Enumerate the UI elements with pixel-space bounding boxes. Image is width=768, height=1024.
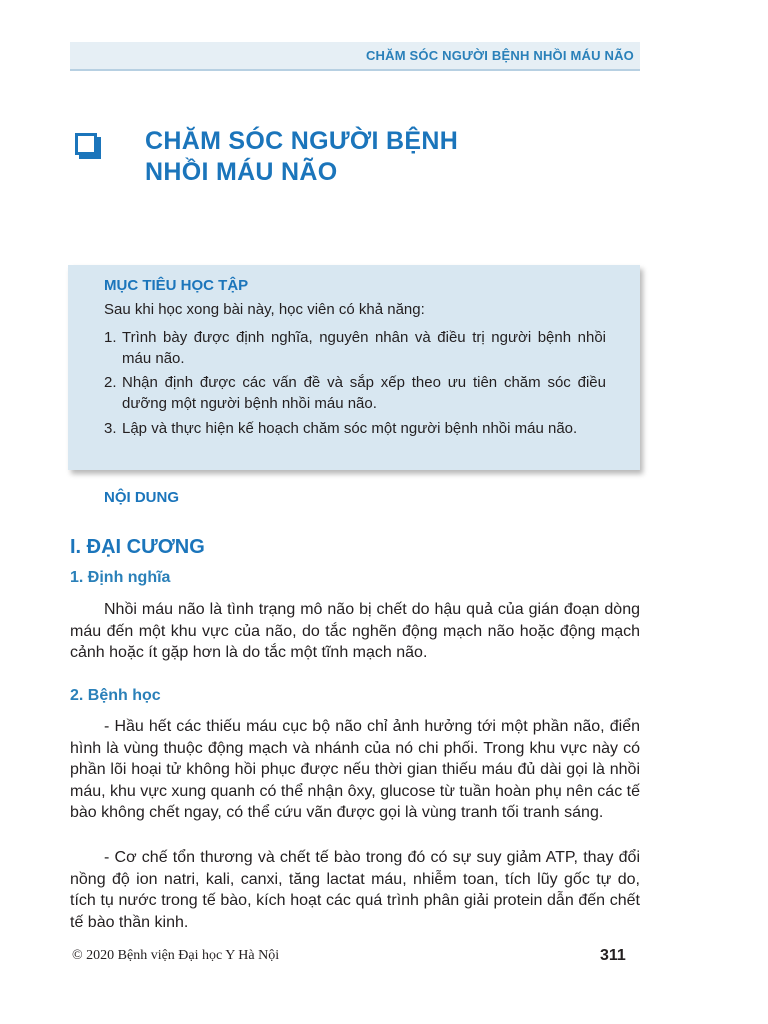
chapter-title-line1: CHĂM SÓC NGƯỜI BỆNH bbox=[145, 127, 459, 155]
subsection-heading-definition: 1. Định nghĩa bbox=[70, 569, 171, 586]
section-heading: I. ĐẠI CƯƠNG bbox=[70, 536, 205, 558]
objective-text: Nhận định được các vấn đề và sắp xếp theo ưu tiên chăm sóc điều dưỡng một người bệnh nhồi máu não. bbox=[122, 374, 606, 412]
objective-text: Lập và thực hiện kế hoạch chăm sóc một người bệnh nhồi máu não. bbox=[122, 420, 578, 437]
footer-copyright: © 2020 Bệnh viện Đại học Y Hà Nội bbox=[72, 948, 280, 963]
learning-objectives-box bbox=[68, 265, 640, 470]
chapter-title bbox=[145, 126, 625, 188]
chapter-title-line2: NHỒI MÁU NÃO bbox=[145, 158, 338, 186]
subsection-heading-pathology: 2. Bệnh học bbox=[70, 687, 161, 704]
objective-item bbox=[104, 327, 606, 369]
objective-number: 2. bbox=[104, 374, 117, 391]
objective-item bbox=[104, 372, 606, 414]
pathology-paragraph-2: - Cơ chế tổn thương và chết tế bào trong đó có sự suy giảm ATP, thay đổi nồng độ ion natri, kali, canxi, tăng lactat máu, nhiễm toan, tích lũy gốc tự do, tích tụ nước trong tế bào, kích hoạt các quá trình phân giải protein dẫn đến chết tế bào thần kinh. bbox=[70, 849, 640, 931]
objective-text: Trình bày được định nghĩa, nguyên nhân và điều trị người bệnh nhồi máu não. bbox=[122, 329, 606, 367]
objective-number: 1. bbox=[104, 329, 117, 346]
running-title: CHĂM SÓC NGƯỜI BỆNH NHỒI MÁU NÃO bbox=[365, 48, 634, 63]
header-divider bbox=[70, 69, 640, 71]
objective-item bbox=[104, 418, 606, 439]
objective-number: 3. bbox=[104, 420, 117, 437]
running-header bbox=[70, 42, 640, 69]
objectives-heading: MỤC TIÊU HỌC TẬP bbox=[104, 277, 249, 294]
checkbox-square-icon bbox=[75, 133, 97, 155]
pathology-paragraph-1: - Hầu hết các thiếu máu cục bộ não chỉ ảnh hưởng tới một phần não, điển hình là vùng thuộc động mạch và nhánh của nó chi phối. Trong khu vực này có phần lõi hoại tử không hồi phục được nếu thời gian thiếu máu đủ dài gọi là nhồi máu, khu vực xung quanh có thể nhận ôxy, glucose từ tuần hoàn phụ nên các tế bào không chết ngay, có thể cứu vãn được gọi là vùng tranh tối tranh sáng. bbox=[70, 718, 640, 822]
page-number: 311 bbox=[600, 947, 626, 964]
objectives-intro: Sau khi học xong bài này, học viên có khả năng: bbox=[104, 301, 425, 318]
definition-paragraph: Nhồi máu não là tình trạng mô não bị chết do hậu quả của gián đoạn dòng máu đến một khu vực của não, do tắc nghẽn động mạch não hoặc động mạch cảnh hoặc ít gặp hơn là do tắc một tĩnh mạch não. bbox=[70, 601, 640, 662]
content-heading: NỘI DUNG bbox=[104, 489, 179, 506]
